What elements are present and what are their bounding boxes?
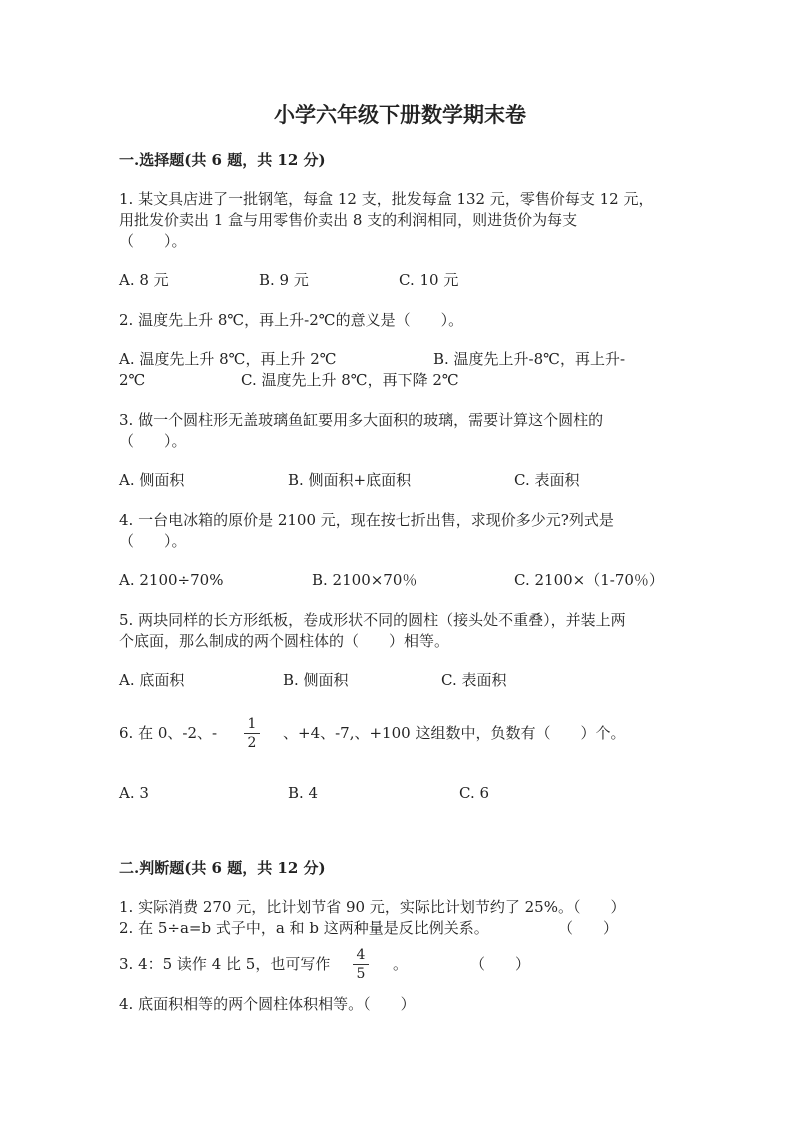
q6-option-c: C. 6 [459, 784, 490, 802]
q3-line2: （ ）。 [119, 432, 187, 450]
q4-option-c: C. 2100×（1-70％） [514, 571, 664, 589]
q2-line1: 2. 温度先上升 8℃，再上升-2℃的意义是（ ）。 [119, 311, 464, 329]
q6-fraction-denominator: 2 [247, 735, 257, 751]
q5-line1: 5. 两块同样的长方形纸板，卷成形状不同的圆柱（接头处不重叠），并装上两 [119, 611, 626, 629]
judge-q3-period: 。 [393, 955, 409, 973]
q6-fraction [241, 716, 263, 751]
q6-text-before: 6. 在 0、-2、- [119, 724, 218, 742]
q3-option-c: C. 表面积 [514, 471, 580, 489]
judge-q3-fraction-denominator: 5 [356, 966, 366, 982]
judge-q3-fraction [350, 947, 372, 982]
q1-line2: 用批发价卖出 1 盒与用零售价卖出 8 支的利润相同，则进货价为每支 [119, 211, 578, 229]
q4-line2: （ ）。 [119, 532, 187, 550]
q3-line1: 3. 做一个圆柱形无盖玻璃鱼缸要用多大面积的玻璃，需要计算这个圆柱的 [119, 411, 604, 429]
judge-q2-answer-paren: （ ） [558, 919, 619, 937]
page-title: 小学六年级下册数学期末卷 [274, 102, 526, 127]
q2-option-c: C. 温度先上升 8℃，再下降 2℃ [241, 371, 459, 389]
judge-q3-fraction-numerator: 4 [356, 947, 366, 963]
q1-option-c: C. 10 元 [399, 271, 459, 289]
q1-line3: （ ）。 [119, 232, 187, 250]
q3-option-a: A. 侧面积 [119, 471, 185, 489]
q5-option-a: A. 底面积 [119, 671, 185, 689]
q5-option-c: C. 表面积 [441, 671, 507, 689]
q4-line1: 4. 一台电冰箱的原价是 2100 元，现在按七折出售，求现价多少元?列式是 [119, 511, 614, 529]
q5-line2: 个底面，那么制成的两个圆柱体的（ ）相等。 [119, 632, 450, 650]
judge-q1: 1. 实际消费 270 元，比计划节省 90 元，实际比计划节约了 25%。（ ） [119, 898, 626, 916]
judge-q3-fraction-bar [353, 964, 369, 965]
judge-q2: 2. 在 5÷a=b 式子中，a 和 b 这两种量是反比例关系。 [119, 919, 489, 937]
q1-line1: 1. 某文具店进了一批钢笔，每盒 12 支，批发每盒 132 元，零售价每支 12 元， [119, 190, 654, 208]
q6-option-a: A. 3 [119, 784, 149, 802]
q6-fraction-numerator: 1 [247, 716, 257, 732]
q2-option-a: A. 温度先上升 8℃，再上升 2℃ [119, 350, 337, 368]
judge-q4: 4. 底面积相等的两个圆柱体积相等。（ ） [119, 995, 416, 1013]
judge-q3-answer-paren: （ ） [470, 955, 531, 973]
judge-q3-text: 3. 4：5 读作 4 比 5，也可写作 [119, 955, 331, 973]
q3-option-b: B. 侧面积+底面积 [288, 471, 412, 489]
q5-option-b: B. 侧面积 [283, 671, 349, 689]
section-heading-judgement: 二.判断题(共 6 题，共 12 分) [119, 859, 326, 877]
q6-option-b: B. 4 [288, 784, 319, 802]
q2-option-b-cont: 2℃ [119, 371, 146, 389]
q1-option-a: A. 8 元 [119, 271, 169, 289]
q6-fraction-bar [244, 733, 260, 734]
q6-text-after: 、+4、-7,、+100 这组数中，负数有（ ）个。 [283, 724, 626, 742]
section-heading-choice: 一.选择题(共 6 题，共 12 分) [119, 151, 326, 169]
q4-option-b: B. 2100×70％ [312, 571, 418, 589]
q1-option-b: B. 9 元 [259, 271, 309, 289]
q2-option-b: B. 温度先上升-8℃，再上升- [433, 350, 626, 368]
q4-option-a: A. 2100÷70% [119, 571, 224, 589]
